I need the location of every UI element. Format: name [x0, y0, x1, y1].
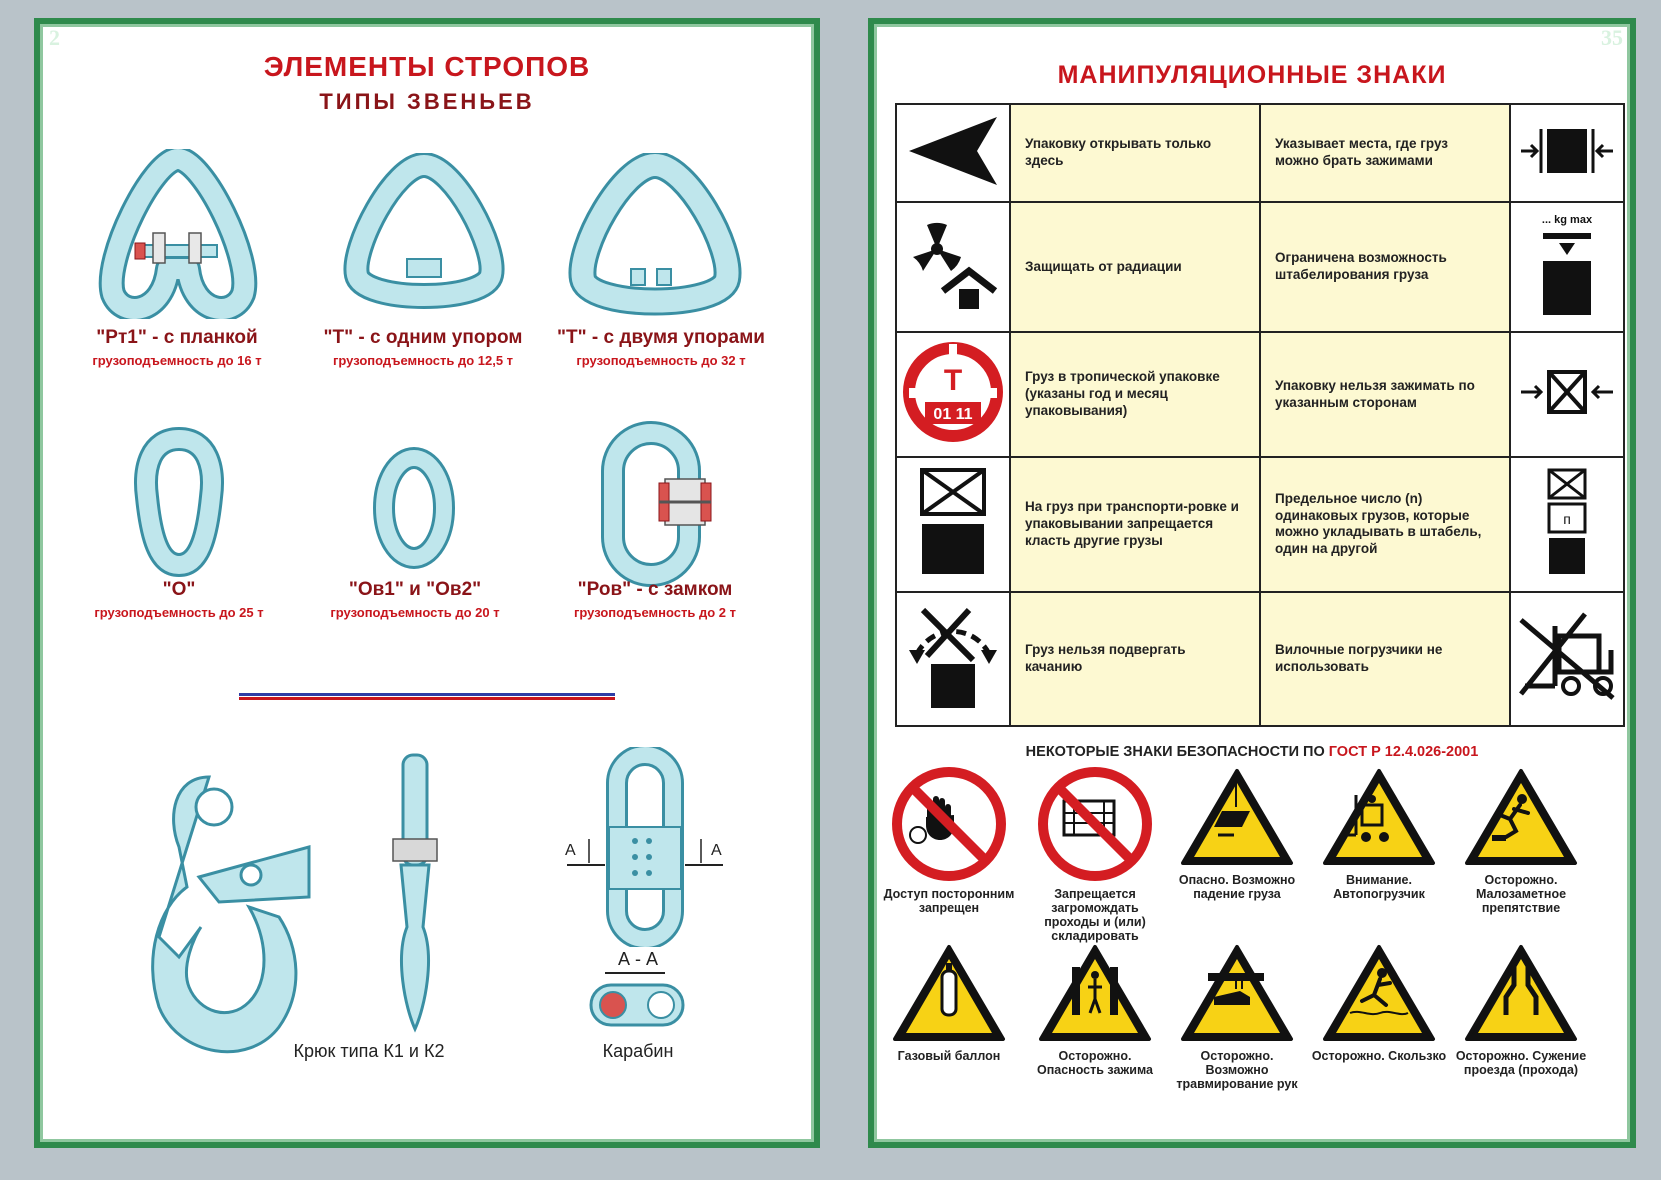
safety-sign-label: Внимание. Автопогрузчик — [1333, 873, 1425, 901]
safety-sign-label: Доступ посторонним запрещен — [883, 887, 1015, 915]
page-title: ЭЛЕМЕНТЫ СТРОПОВ — [263, 51, 591, 82]
link-capacity: грузоподъемность до 2 т — [573, 605, 736, 620]
safety-sign-label: Запрещается загромождать проходы и (или) складировать — [1044, 887, 1146, 943]
page-title: МАНИПУЛЯЦИОННЫЕ ЗНАКИ — [1057, 61, 1447, 89]
link-capacity: грузоподъемность до 32 т — [576, 353, 746, 368]
stack-limit-icon — [1510, 202, 1624, 332]
safety-sign — [881, 765, 1017, 915]
link-t1-figure — [339, 153, 509, 313]
crate-icon — [1036, 765, 1154, 883]
table-row — [896, 592, 1624, 726]
open-here-icon — [896, 104, 1010, 202]
hook-side-figure — [375, 747, 455, 1037]
link-ov-caption — [285, 579, 545, 620]
slippery-icon — [1320, 941, 1438, 1045]
page-number: 35 — [1601, 25, 1623, 50]
section-aa-figure — [587, 981, 687, 1029]
link-name: "Т" - с одним упором — [323, 327, 523, 348]
link-capacity: грузоподъемность до 25 т — [94, 605, 264, 620]
link-capacity: грузоподъемность до 12,5 т — [332, 353, 514, 368]
left-poster — [34, 18, 820, 1148]
handling-text: Ограничена возможность штабелирования груза — [1260, 202, 1510, 332]
link-name: "Ров" - с замком — [577, 579, 733, 600]
safety-title-prefix: НЕКОТОРЫЕ ЗНАКИ БЕЗОПАСНОСТИ ПО — [1025, 744, 1325, 760]
safety-sign-label: Осторожно. Опасность зажима — [1036, 1049, 1153, 1077]
link-t2-caption — [531, 327, 791, 368]
page-subtitle: ТИПЫ ЗВЕНЬЕВ — [319, 89, 535, 114]
section-marker-left: А — [565, 842, 576, 859]
handling-text: Груз в тропической упаковке (указаны год и месяц упаковывания) — [1010, 332, 1260, 457]
handling-text: Защищать от радиации — [1010, 202, 1260, 332]
forklift-icon — [1320, 765, 1438, 869]
tripping-icon — [1462, 765, 1580, 869]
tropical-letter: Т — [943, 364, 963, 398]
divider-blue — [239, 693, 615, 696]
safety-sign — [1311, 765, 1447, 901]
link-rov-caption — [525, 579, 785, 620]
table-row — [896, 332, 1624, 457]
safety-sign — [1453, 765, 1589, 915]
handling-text: Груз нельзя подвергать качанию — [1010, 592, 1260, 726]
stack-n-label: п — [1563, 510, 1571, 527]
hand-injury-icon — [1178, 941, 1296, 1045]
handling-text: Предельное число (n) одинаковых грузов, которые можно укладывать в штабель, один на другой — [1260, 457, 1510, 591]
safety-sign-label: Осторожно. Малозаметное препятствие — [1475, 873, 1567, 915]
stack-count-icon — [1510, 457, 1624, 591]
link-name: "О" — [162, 579, 196, 600]
no-stacking-icon — [896, 457, 1010, 591]
no-clamp-icon — [1510, 332, 1624, 457]
radiation-protect-icon — [896, 202, 1010, 332]
tropical-code: 01 11 — [933, 406, 973, 424]
crushing-icon — [1036, 941, 1154, 1045]
safety-sign — [1027, 765, 1163, 943]
carabiner-label: Карабин — [602, 1041, 674, 1061]
kg-max-label: ... kg max — [1541, 213, 1593, 226]
section-marker-right: А — [711, 842, 722, 859]
section-underline — [605, 972, 665, 974]
handling-signs-table — [895, 103, 1625, 727]
page-number: 2 — [49, 25, 60, 50]
narrowing-road-icon — [1462, 941, 1580, 1045]
link-t2-figure — [565, 153, 745, 319]
safety-sign-label: Газовый баллон — [897, 1049, 1001, 1063]
safety-title-gost: ГОСТ Р 12.4.026-2001 — [1328, 744, 1479, 760]
link-rov-figure — [595, 419, 715, 589]
link-o-figure — [129, 427, 229, 577]
link-capacity: грузоподъемность до 16 т — [92, 353, 262, 368]
clamp-here-icon — [1510, 104, 1624, 202]
link-o-caption — [49, 579, 309, 620]
link-rt1-figure — [93, 149, 263, 319]
gas-cylinder-icon — [890, 941, 1008, 1045]
falling-load-icon — [1178, 765, 1296, 869]
hook-label: Крюк типа К1 и К2 — [293, 1041, 445, 1061]
handling-text: Упаковку открывать только здесь — [1010, 104, 1260, 202]
hand-stop-icon — [890, 765, 1008, 883]
table-row — [896, 202, 1624, 332]
safety-sign-label: Осторожно. Возможно травмирование рук — [1176, 1049, 1298, 1091]
link-name: "Рт1" - с планкой — [96, 327, 258, 348]
link-capacity: грузоподъемность до 20 т — [330, 605, 500, 620]
link-t1-caption — [293, 327, 553, 368]
divider-red — [239, 697, 615, 700]
section-label: А - А — [617, 949, 658, 969]
safety-sign — [1169, 765, 1305, 901]
safety-sign — [1453, 941, 1589, 1077]
safety-signs-title — [877, 744, 1627, 760]
no-rocking-icon — [896, 592, 1010, 726]
safety-sign — [881, 941, 1017, 1063]
link-ov-figure — [369, 443, 459, 573]
handling-text: Упаковку нельзя зажимать по указанным сторонам — [1260, 332, 1510, 457]
left-poster-sheet — [40, 24, 814, 1142]
right-poster — [868, 18, 1636, 1148]
tropical-pack-icon — [896, 332, 1010, 457]
hook-front-figure — [139, 767, 319, 1067]
safety-sign — [1027, 941, 1163, 1077]
table-row — [896, 104, 1624, 202]
handling-text: На груз при транспорти-ровке и упаковывании запрещается класть другие грузы — [1010, 457, 1260, 591]
safety-sign — [1311, 941, 1447, 1063]
link-name: "Ов1" и "Ов2" — [348, 579, 482, 600]
handling-text: Указывает места, где груз можно брать зажимами — [1260, 104, 1510, 202]
carabiner-figure — [531, 747, 751, 947]
link-rt1-caption — [47, 327, 307, 368]
handling-text: Вилочные погрузчики не использовать — [1260, 592, 1510, 726]
table-row — [896, 457, 1624, 591]
safety-sign — [1169, 941, 1305, 1091]
safety-sign-label: Осторожно. Скользко — [1311, 1049, 1447, 1063]
link-name: "Т" - с двумя упорами — [557, 327, 765, 348]
safety-sign-label: Опасно. Возможно падение груза — [1178, 873, 1296, 901]
safety-sign-label: Осторожно. Сужение проезда (прохода) — [1455, 1049, 1587, 1077]
no-forklift-icon — [1510, 592, 1624, 726]
right-poster-sheet — [874, 24, 1630, 1142]
